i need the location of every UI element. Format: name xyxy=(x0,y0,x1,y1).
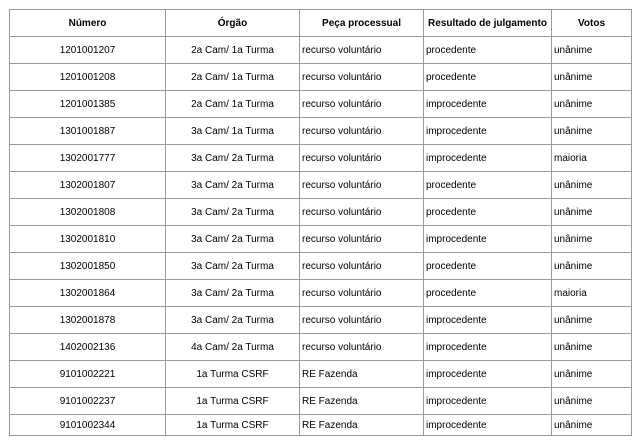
cell-numero: 1302001878 xyxy=(10,307,166,334)
table-body xyxy=(10,37,632,436)
cell-resultado: procedente xyxy=(424,172,552,199)
table-row xyxy=(10,172,632,199)
table-row xyxy=(10,415,632,436)
cell-numero: 1302001807 xyxy=(10,172,166,199)
cell-orgao: 3a Cam/ 1a Turma xyxy=(166,118,300,145)
cell-resultado: improcedente xyxy=(424,334,552,361)
cell-peca-processual: recurso voluntário xyxy=(300,307,424,334)
table-row xyxy=(10,37,632,64)
cell-votos: unânime xyxy=(552,199,632,226)
cell-numero: 1302001864 xyxy=(10,280,166,307)
cell-votos: unânime xyxy=(552,415,632,436)
cell-numero: 9101002344 xyxy=(10,415,166,436)
table-row xyxy=(10,361,632,388)
cell-numero: 1301001887 xyxy=(10,118,166,145)
judgments-table xyxy=(9,9,632,436)
table-row xyxy=(10,145,632,172)
header-resultado: Resultado de julgamento xyxy=(424,10,552,37)
cell-votos: maioria xyxy=(552,280,632,307)
cell-numero: 1302001810 xyxy=(10,226,166,253)
cell-numero: 1402002136 xyxy=(10,334,166,361)
cell-peca-processual: recurso voluntário xyxy=(300,226,424,253)
cell-peca-processual: recurso voluntário xyxy=(300,253,424,280)
cell-numero: 1302001850 xyxy=(10,253,166,280)
header-numero: Número xyxy=(10,10,166,37)
table-row xyxy=(10,64,632,91)
cell-votos: unânime xyxy=(552,91,632,118)
table-row xyxy=(10,199,632,226)
cell-orgao: 3a Cam/ 2a Turma xyxy=(166,253,300,280)
cell-votos: unânime xyxy=(552,226,632,253)
cell-orgao: 2a Cam/ 1a Turma xyxy=(166,91,300,118)
cell-resultado: improcedente xyxy=(424,91,552,118)
cell-orgao: 3a Cam/ 2a Turma xyxy=(166,172,300,199)
cell-peca-processual: recurso voluntário xyxy=(300,199,424,226)
cell-votos: unânime xyxy=(552,172,632,199)
header-votos: Votos xyxy=(552,10,632,37)
table-row xyxy=(10,118,632,145)
cell-resultado: improcedente xyxy=(424,226,552,253)
table-row xyxy=(10,334,632,361)
cell-resultado: improcedente xyxy=(424,307,552,334)
cell-orgao: 2a Cam/ 1a Turma xyxy=(166,37,300,64)
cell-votos: unânime xyxy=(552,307,632,334)
cell-orgao: 1a Turma CSRF xyxy=(166,415,300,436)
cell-resultado: improcedente xyxy=(424,388,552,415)
cell-votos: unânime xyxy=(552,361,632,388)
cell-numero: 1302001808 xyxy=(10,199,166,226)
cell-orgao: 3a Cam/ 2a Turma xyxy=(166,280,300,307)
cell-peca-processual: recurso voluntário xyxy=(300,145,424,172)
cell-numero: 1201001385 xyxy=(10,91,166,118)
cell-peca-processual: RE Fazenda xyxy=(300,361,424,388)
cell-peca-processual: recurso voluntário xyxy=(300,172,424,199)
table-row xyxy=(10,307,632,334)
cell-peca-processual: recurso voluntário xyxy=(300,334,424,361)
cell-orgao: 1a Turma CSRF xyxy=(166,361,300,388)
table-row xyxy=(10,91,632,118)
cell-peca-processual: recurso voluntário xyxy=(300,118,424,145)
cell-resultado: procedente xyxy=(424,199,552,226)
cell-resultado: procedente xyxy=(424,253,552,280)
table-row xyxy=(10,226,632,253)
cell-votos: maioria xyxy=(552,145,632,172)
table-header xyxy=(10,10,632,37)
cell-resultado: procedente xyxy=(424,37,552,64)
cell-peca-processual: RE Fazenda xyxy=(300,388,424,415)
table-row xyxy=(10,280,632,307)
cell-numero: 9101002237 xyxy=(10,388,166,415)
cell-numero: 1302001777 xyxy=(10,145,166,172)
cell-peca-processual: recurso voluntário xyxy=(300,37,424,64)
cell-peca-processual: recurso voluntário xyxy=(300,91,424,118)
cell-votos: unânime xyxy=(552,37,632,64)
cell-votos: unânime xyxy=(552,388,632,415)
cell-orgao: 2a Cam/ 1a Turma xyxy=(166,64,300,91)
table-row xyxy=(10,388,632,415)
cell-votos: unânime xyxy=(552,334,632,361)
cell-orgao: 3a Cam/ 2a Turma xyxy=(166,226,300,253)
cell-peca-processual: RE Fazenda xyxy=(300,415,424,436)
table-row xyxy=(10,253,632,280)
cell-orgao: 3a Cam/ 2a Turma xyxy=(166,145,300,172)
cell-numero: 1201001208 xyxy=(10,64,166,91)
header-row xyxy=(10,10,632,37)
cell-resultado: improcedente xyxy=(424,145,552,172)
header-orgao: Órgão xyxy=(166,10,300,37)
cell-resultado: procedente xyxy=(424,64,552,91)
cell-numero: 1201001207 xyxy=(10,37,166,64)
cell-resultado: improcedente xyxy=(424,118,552,145)
cell-orgao: 3a Cam/ 2a Turma xyxy=(166,199,300,226)
cell-resultado: improcedente xyxy=(424,361,552,388)
cell-orgao: 3a Cam/ 2a Turma xyxy=(166,307,300,334)
judgments-sheet xyxy=(9,9,631,436)
cell-votos: unânime xyxy=(552,253,632,280)
cell-numero: 9101002221 xyxy=(10,361,166,388)
cell-peca-processual: recurso voluntário xyxy=(300,280,424,307)
cell-peca-processual: recurso voluntário xyxy=(300,64,424,91)
cell-orgao: 1a Turma CSRF xyxy=(166,388,300,415)
cell-votos: unânime xyxy=(552,64,632,91)
header-peca-processual: Peça processual xyxy=(300,10,424,37)
cell-orgao: 4a Cam/ 2a Turma xyxy=(166,334,300,361)
cell-resultado: improcedente xyxy=(424,415,552,436)
cell-resultado: procedente xyxy=(424,280,552,307)
cell-votos: unânime xyxy=(552,118,632,145)
